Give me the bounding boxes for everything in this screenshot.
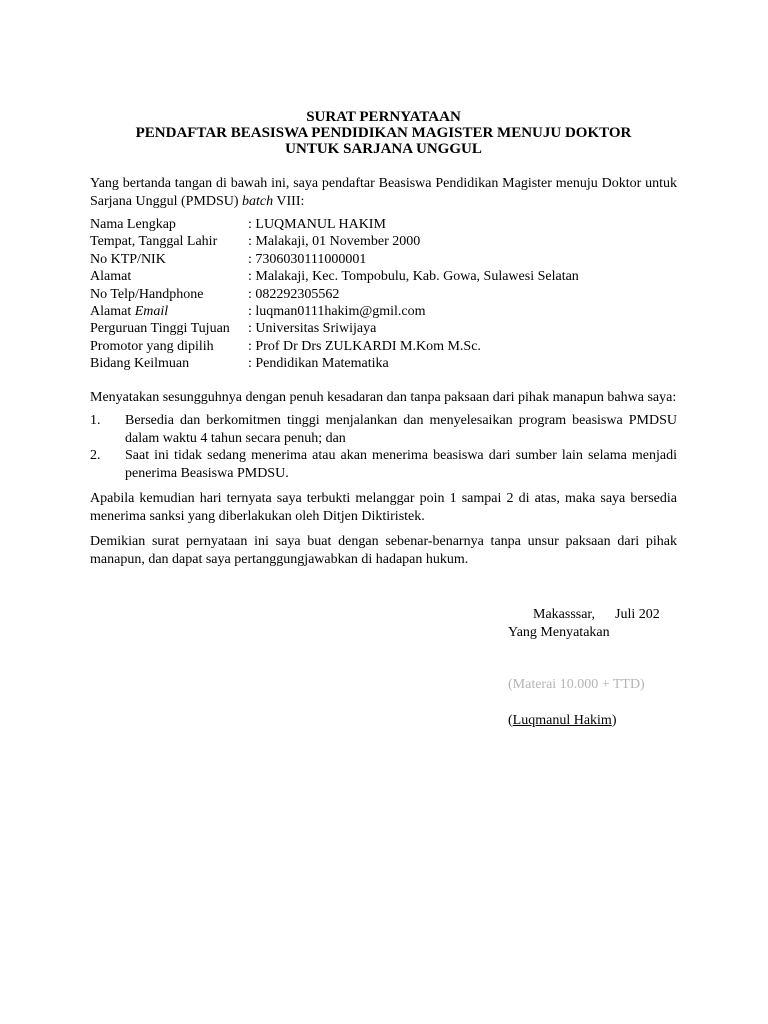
letter-body bbox=[90, 109, 677, 568]
field-row bbox=[90, 338, 579, 355]
commitment-list bbox=[90, 412, 677, 482]
list-text: Saat ini tidak sedang menerima atau akan menerima beasiswa dari sumber lain selama menjadi penerima Beasiswa PMDSU. bbox=[125, 448, 677, 481]
field-value: : Prof Dr Drs ZULKARDI M.Kom M.Sc. bbox=[248, 338, 481, 354]
intro-paragraph bbox=[90, 175, 677, 210]
list-item bbox=[90, 412, 677, 447]
materai-placeholder: (Materai 10.000 + TTD) bbox=[508, 677, 645, 692]
statement-paragraph: Menyatakan sesungguhnya dengan penuh kesadaran dan tanpa paksaan dari pihak manapun bahwa saya: bbox=[90, 389, 677, 405]
letter-subtitle-line2: UNTUK SARJANA UNGGUL bbox=[285, 141, 482, 157]
field-label: Nama Lengkap bbox=[90, 217, 176, 232]
field-value: : luqman0111hakim@gmil.com bbox=[248, 304, 426, 320]
field-value: : 7306030111000001 bbox=[248, 251, 367, 267]
list-number: 2. bbox=[90, 448, 101, 464]
field-row bbox=[90, 303, 579, 320]
field-value: : Malakaji, 01 November 2000 bbox=[248, 234, 421, 250]
field-row bbox=[90, 268, 579, 285]
field-label: No KTP/NIK bbox=[90, 251, 166, 267]
field-value: : Malakaji, Kec. Tompobulu, Kab. Gowa, Sulawesi Selatan bbox=[248, 269, 579, 285]
letter-subtitle: PENDAFTAR BEASISWA PENDIDIKAN MAGISTER MENUJU DOKTOR bbox=[135, 125, 632, 141]
field-value: : Pendidikan Matematika bbox=[248, 356, 389, 372]
field-label: Bidang Keilmuan bbox=[90, 356, 190, 372]
sign-date: Juli 202 bbox=[615, 607, 660, 622]
place-date bbox=[533, 606, 708, 624]
field-value: : Universitas Sriwijaya bbox=[248, 321, 377, 337]
signer-role: Yang Menyatakan bbox=[508, 624, 610, 640]
field-label: Perguruan Tinggi Tujuan bbox=[90, 321, 230, 337]
field-label-prefix: Alamat bbox=[90, 304, 135, 320]
field-label-italic: Email bbox=[134, 304, 169, 320]
field-label: No Telp/Handphone bbox=[90, 286, 204, 302]
field-label: Promotor yang dipilih bbox=[90, 338, 214, 354]
field-label: Alamat bbox=[90, 269, 132, 285]
signer-name: Luqmanul Hakim bbox=[512, 712, 612, 728]
sign-place: Makasssar, bbox=[533, 607, 596, 622]
list-number: 1. bbox=[90, 413, 101, 429]
signer-name-line bbox=[508, 712, 708, 730]
close-paren: ) bbox=[611, 712, 617, 728]
intro-text: Yang bertanda tangan di bawah ini, saya pendaftar Beasiswa Pendidikan Magister menuju Doktor untuk Sarjana Unggul (PMDSU) bbox=[90, 176, 677, 209]
list-item bbox=[90, 447, 677, 482]
closing-paragraph: Demikian surat pernyataan ini saya buat dengan sebenar-benarnya tanpa unsur paksaan dari pihak manapun, dan dapat saya pertanggungjawabkan di hadapan hukum. bbox=[90, 534, 677, 567]
field-label bbox=[90, 303, 248, 320]
intro-text-end: VIII: bbox=[273, 193, 305, 209]
field-row bbox=[90, 355, 579, 372]
list-text: Bersedia dan berkomitmen tinggi menjalankan dan menyelesaikan program beasiswa PMDSU dalam waktu 4 tahun secara penuh; dan bbox=[125, 413, 677, 446]
field-value: : LUQMANUL HAKIM bbox=[248, 217, 386, 232]
field-row bbox=[90, 320, 579, 337]
field-row bbox=[90, 233, 579, 250]
field-row bbox=[90, 216, 579, 233]
open-paren: ( bbox=[508, 712, 513, 728]
sanction-paragraph: Apabila kemudian hari ternyata saya terbukti melanggar poin 1 sampai 2 di atas, maka saya bersedia menerima sanksi yang diberlakukan oleh Ditjen Diktiristek. bbox=[90, 491, 677, 524]
letter-title: SURAT PERNYATAAN bbox=[306, 109, 461, 125]
applicant-details bbox=[90, 216, 579, 373]
field-row bbox=[90, 251, 579, 268]
field-row bbox=[90, 286, 579, 303]
signature-block bbox=[508, 606, 708, 729]
intro-batch: batch bbox=[242, 193, 274, 209]
field-label: Tempat, Tanggal Lahir bbox=[90, 234, 218, 250]
field-value: : 082292305562 bbox=[248, 286, 340, 302]
